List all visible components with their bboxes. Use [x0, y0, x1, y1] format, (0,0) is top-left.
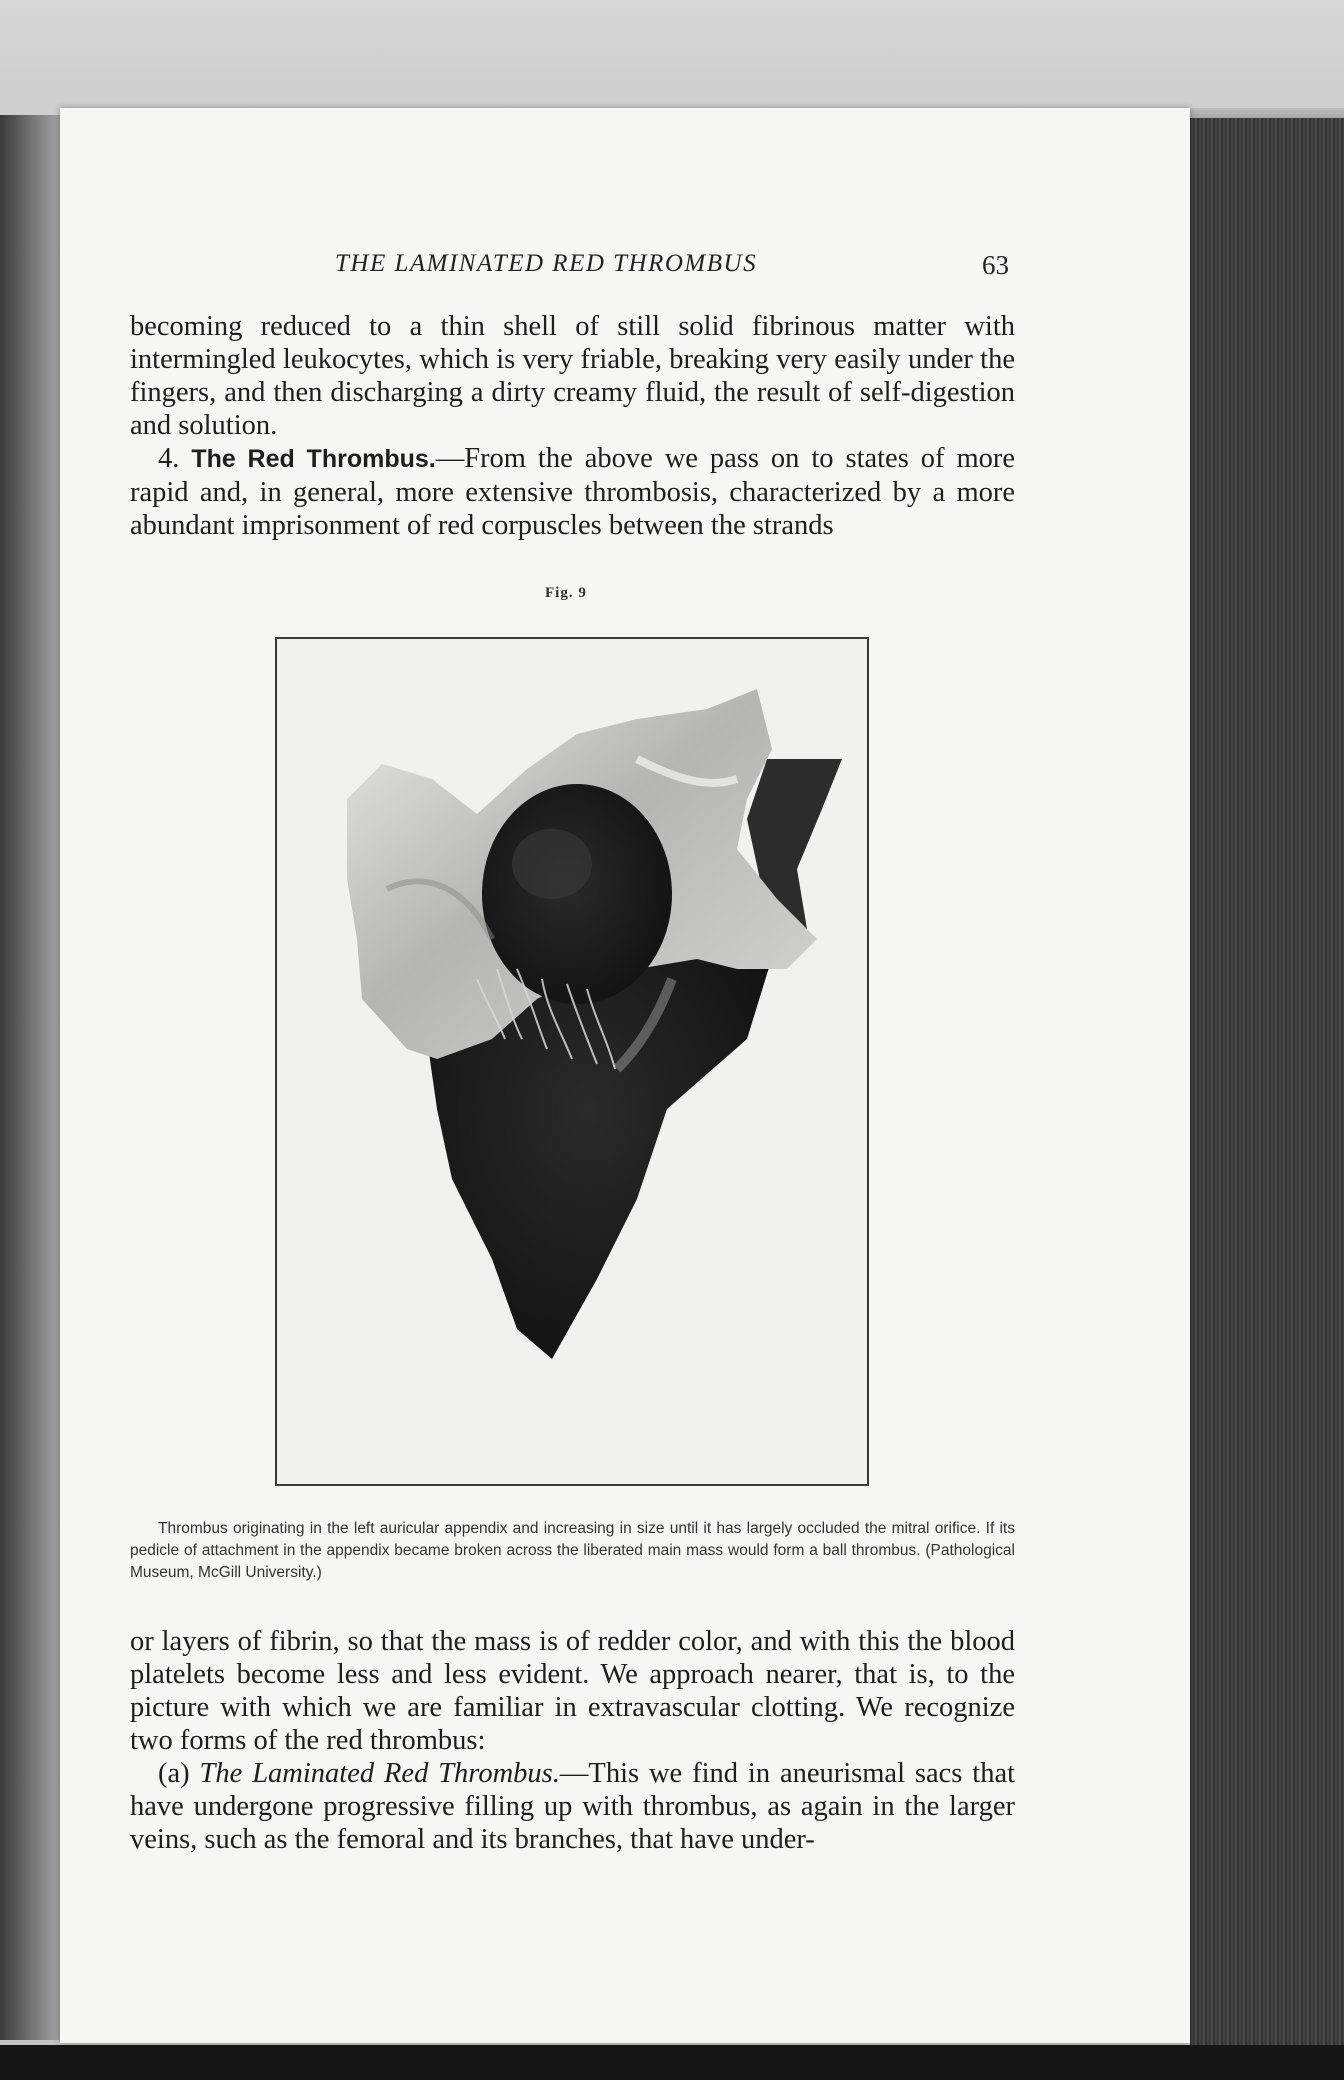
subsection-text: —This we find in aneurismal sacs that have undergone progressive filling up with thrombus, as again in the larger veins, such as the femoral and its branches, that have under-: [130, 1758, 1016, 1855]
paragraph-continued: becoming reduced to a thin shell of still solid fibrinous matter with intermingled leukocytes, which is very friable, breaking very easily under the fingers, and then discharging a dirty creamy fluid, the result of self-digestion and solution.: [130, 311, 1015, 441]
section-text: —From the above we pass on to states of more rapid and, in general, more extensive thrombosis, characterized by a more abundant imprisonment of red corpuscles between the strands: [130, 443, 1015, 541]
subsection-marker: (a): [158, 1758, 190, 1789]
top-text-block: [130, 310, 1015, 542]
bottom-shadow: [0, 2045, 1344, 2080]
book-page-edges: [1190, 118, 1344, 2053]
figure-photograph: [275, 637, 869, 1486]
bottom-text-block: [130, 1625, 1015, 1856]
subsection-heading: The Laminated Red Thrombus.: [199, 1758, 560, 1789]
thrombus-photo-image: [277, 639, 867, 1484]
binding-shadow: [0, 115, 62, 2040]
figure-caption: Thrombus originating in the left auricular appendix and increasing in size until it has largely occluded the mitral orifice. If its pedicle of attachment in the appendix became broken across the liberated main mass would form a ball thrombus. (Pathological Museum, McGill University.): [130, 1520, 1015, 1581]
paragraph-continuation: or layers of fibrin, so that the mass is of redder color, and with this the blood platelets become less and less evident. We approach nearer, that is, to the picture with which we are familiar in extravascular clotting. We recognize two forms of the red thrombus:: [130, 1626, 1015, 1756]
figure-label: Fig. 9: [545, 585, 587, 601]
running-head: THE LAMINATED RED THROMBUS: [335, 250, 758, 277]
paragraph-red-thrombus: [130, 442, 1015, 542]
section-heading: The Red Thrombus.: [191, 445, 436, 473]
page-number: 63: [982, 250, 1009, 280]
paragraph-laminated: [130, 1757, 1015, 1856]
section-number: 4.: [158, 443, 180, 474]
